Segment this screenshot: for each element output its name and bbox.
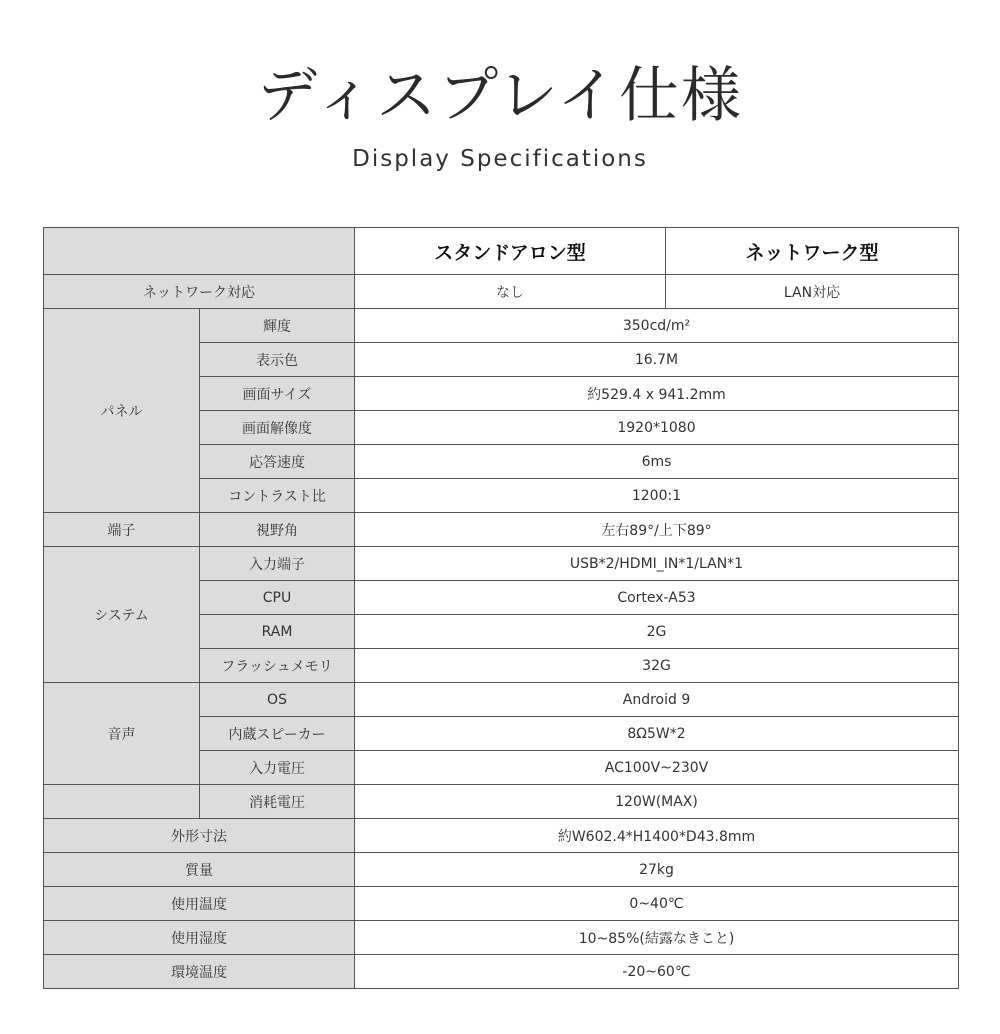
row-label: 入力電圧 — [200, 751, 355, 785]
row-label: RAM — [200, 615, 355, 649]
header-network: ネットワーク型 — [666, 228, 959, 275]
row-value-standalone: なし — [355, 275, 666, 309]
row-value-network: LAN対応 — [666, 275, 959, 309]
row-label: CPU — [200, 581, 355, 615]
row-label: 輝度 — [200, 309, 355, 343]
row-value: USB*2/HDMI_IN*1/LAN*1 — [355, 547, 959, 581]
row-label: 内蔵スピーカー — [200, 717, 355, 751]
row-label: 使用湿度 — [44, 921, 355, 955]
row-value: 6ms — [355, 445, 959, 479]
row-label: 入力端子 — [200, 547, 355, 581]
row-value: 0~40℃ — [355, 887, 959, 921]
row-label: 表示色 — [200, 343, 355, 377]
header-corner-cell — [44, 228, 355, 275]
table-row — [44, 921, 959, 955]
row-label: 質量 — [44, 853, 355, 887]
row-value: AC100V~230V — [355, 751, 959, 785]
row-label: 消耗電圧 — [200, 785, 355, 819]
table-row — [44, 547, 959, 581]
page-title: ディスプレイ仕様 — [257, 61, 743, 131]
row-label: ネットワーク対応 — [44, 275, 355, 309]
row-value: 左右89°/上下89° — [355, 513, 959, 547]
table-row — [44, 955, 959, 989]
row-value: Android 9 — [355, 683, 959, 717]
table-row — [44, 513, 959, 547]
row-label: 環境温度 — [44, 955, 355, 989]
page-subtitle: Display Specifications — [352, 146, 648, 172]
table-row — [44, 785, 959, 819]
row-label: コントラスト比 — [200, 479, 355, 513]
row-value: 27kg — [355, 853, 959, 887]
row-value: 16.7M — [355, 343, 959, 377]
row-label: 使用温度 — [44, 887, 355, 921]
row-value: 約529.4 x 941.2mm — [355, 377, 959, 411]
row-value: 1200:1 — [355, 479, 959, 513]
row-value: -20~60℃ — [355, 955, 959, 989]
table-row — [44, 853, 959, 887]
header-standalone: スタンドアロン型 — [355, 228, 666, 275]
row-value: 1920*1080 — [355, 411, 959, 445]
row-value: 10~85%(結露なきこと) — [355, 921, 959, 955]
row-value: 2G — [355, 615, 959, 649]
spec-table — [43, 227, 959, 989]
row-value: 8Ω5W*2 — [355, 717, 959, 751]
table-header-row — [44, 228, 959, 275]
group-label-panel: パネル — [44, 309, 200, 513]
table-row — [44, 819, 959, 853]
row-label: 画面解像度 — [200, 411, 355, 445]
row-value: 約W602.4*H1400*D43.8mm — [355, 819, 959, 853]
table-row — [44, 309, 959, 343]
group-label-system: システム — [44, 547, 200, 683]
row-label: 応答速度 — [200, 445, 355, 479]
group-label-empty — [44, 785, 200, 819]
table-row — [44, 683, 959, 717]
row-value: 350cd/m² — [355, 309, 959, 343]
table-row — [44, 275, 959, 309]
row-label: フラッシュメモリ — [200, 649, 355, 683]
row-label: 視野角 — [200, 513, 355, 547]
row-value: 32G — [355, 649, 959, 683]
group-label-terminal: 端子 — [44, 513, 200, 547]
row-label: 外形寸法 — [44, 819, 355, 853]
row-value: Cortex-A53 — [355, 581, 959, 615]
row-label: 画面サイズ — [200, 377, 355, 411]
row-value: 120W(MAX) — [355, 785, 959, 819]
table-row — [44, 887, 959, 921]
group-label-audio: 音声 — [44, 683, 200, 785]
row-label: OS — [200, 683, 355, 717]
